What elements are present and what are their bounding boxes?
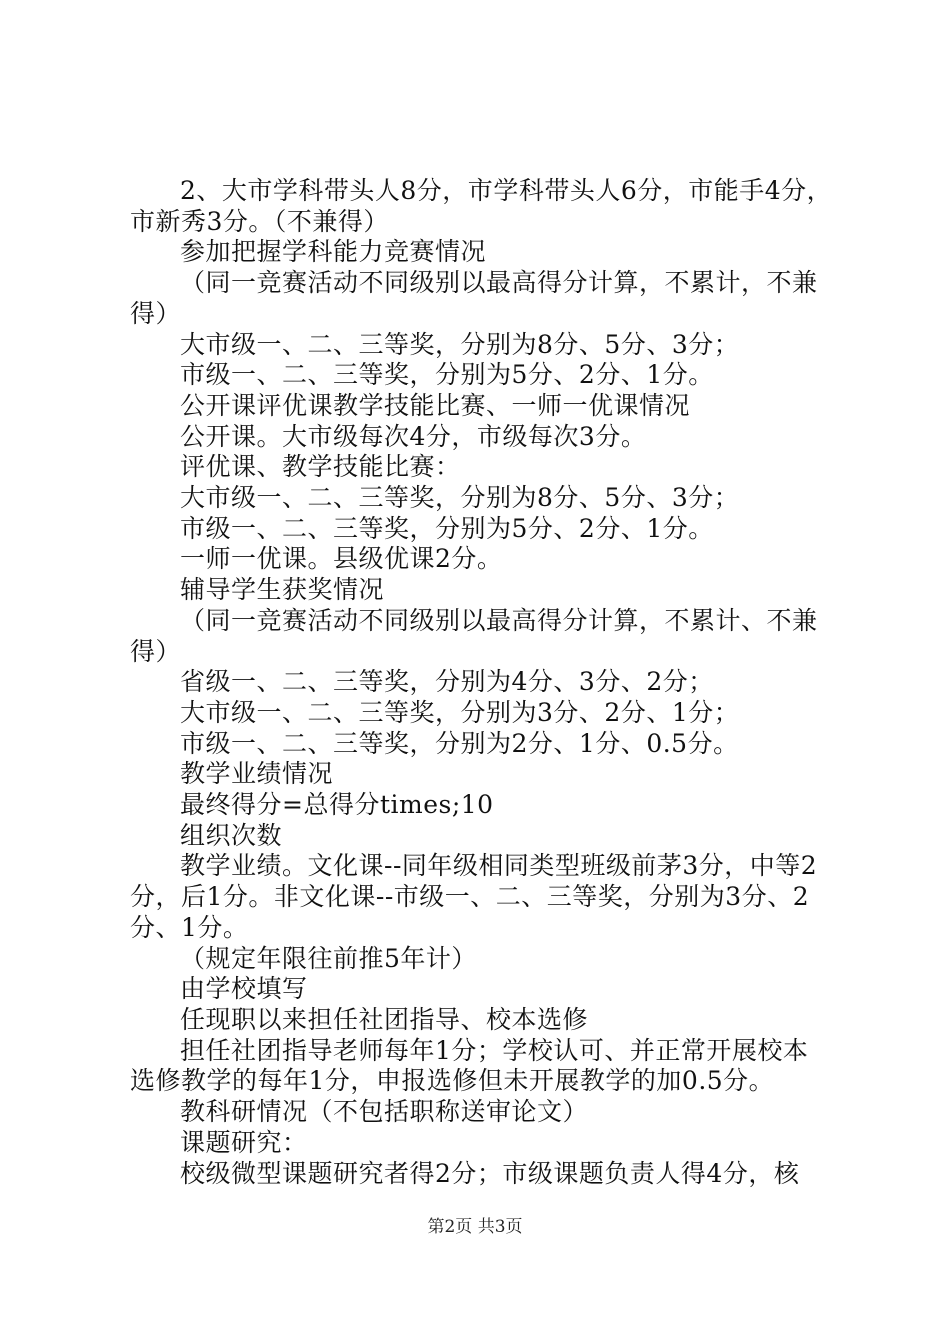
- paragraph-line: 大市级一、二、三等奖，分别为8分、5分、3分；: [180, 483, 740, 513]
- paragraph-line: 2、大市学科带头人8分，市学科带头人6分，市能手4分，: [180, 176, 833, 205]
- paragraph: [130, 759, 840, 790]
- paragraph: [130, 974, 840, 1005]
- paragraph: [130, 790, 840, 821]
- paragraph-line: 市新秀3分。（不兼得）: [130, 206, 389, 236]
- paragraph: [130, 330, 840, 361]
- paragraph: [130, 944, 840, 975]
- paragraph-line: 最终得分=总得分times;10: [180, 790, 494, 820]
- paragraph-line: 参加把握学科能力竞赛情况: [180, 237, 487, 267]
- paragraph-line: 公开课。大市级每次4分，市级每次3分。: [180, 421, 647, 451]
- paragraph-line: 组织次数: [180, 820, 283, 850]
- paragraph-line: 任现职以来担任社团指导、校本选修: [180, 1004, 589, 1034]
- paragraph: [130, 452, 840, 483]
- paragraph: [130, 176, 840, 237]
- paragraph-line: 教学业绩。文化课--同年级相同类型班级前茅3分，中等2: [180, 851, 818, 881]
- paragraph: [130, 821, 840, 852]
- paragraph: [130, 514, 840, 545]
- paragraph-line: 由学校填写: [180, 974, 308, 1004]
- paragraph-line: 辅导学生获奖情况: [180, 575, 385, 605]
- paragraph-line: 大市级一、二、三等奖，分别为3分、2分、1分；: [180, 697, 740, 727]
- paragraph: [130, 422, 840, 453]
- paragraph: [130, 483, 840, 514]
- paragraph: [130, 391, 840, 422]
- paragraph: [130, 360, 840, 391]
- paragraph: [130, 575, 840, 606]
- paragraph-line: （同一竞赛活动不同级别以最高得分计算，不累计，不兼: [180, 268, 818, 298]
- paragraph: [130, 1005, 840, 1036]
- paragraph: [130, 851, 840, 943]
- paragraph-line: 分，后1分。非文化课--市级一、二、三等奖，分别为3分、2: [130, 882, 810, 912]
- paragraph-line: 大市级一、二、三等奖，分别为8分、5分、3分；: [180, 329, 740, 359]
- paragraph-line: 一师一优课。县级优课2分。: [180, 544, 503, 574]
- paragraph: [130, 667, 840, 698]
- page-footer: 第2页 共3页: [427, 1217, 523, 1237]
- paragraph-line: 担任社团指导老师每年1分；学校认可、并正常开展校本: [180, 1035, 809, 1065]
- paragraph: [130, 729, 840, 760]
- paragraph-line: 市级一、二、三等奖，分别为2分、1分、0.5分。: [180, 728, 739, 758]
- paragraph-line: 教学业绩情况: [180, 759, 334, 789]
- paragraph: [130, 544, 840, 575]
- paragraph-line: 分、1分。: [130, 912, 249, 942]
- paragraph-line: 省级一、二、三等奖，分别为4分、3分、2分；: [180, 667, 714, 697]
- paragraph: [130, 698, 840, 729]
- paragraph-line: 得）: [130, 636, 182, 666]
- paragraph: [130, 237, 840, 268]
- paragraph-line: 得）: [130, 298, 182, 328]
- paragraph-line: （规定年限往前推5年计）: [180, 943, 477, 973]
- paragraph-line: 市级一、二、三等奖，分别为5分、2分、1分。: [180, 513, 714, 543]
- paragraph-line: （同一竞赛活动不同级别以最高得分计算，不累计、不兼: [180, 605, 818, 635]
- paragraph-line: 校级微型课题研究者得2分；市级课题负责人得4分，核: [180, 1158, 800, 1188]
- paragraph-line: 课题研究：: [180, 1127, 308, 1157]
- paragraph: [130, 1097, 840, 1128]
- paragraph-line: 教科研情况（不包括职称送审论文）: [180, 1097, 589, 1127]
- paragraph: [130, 1128, 840, 1159]
- paragraph: [130, 1159, 840, 1190]
- paragraph-line: 市级一、二、三等奖，分别为5分、2分、1分。: [180, 360, 714, 390]
- paragraph-line: 公开课评优课教学技能比赛、一师一优课情况: [180, 390, 691, 420]
- paragraph: [130, 268, 840, 329]
- paragraph: [130, 606, 840, 667]
- document-body: [130, 176, 840, 1189]
- paragraph-line: 评优课、教学技能比赛：: [180, 452, 461, 482]
- paragraph-line: 选修教学的每年1分，申报选修但未开展教学的加0.5分。: [130, 1066, 775, 1096]
- paragraph: [130, 1036, 840, 1097]
